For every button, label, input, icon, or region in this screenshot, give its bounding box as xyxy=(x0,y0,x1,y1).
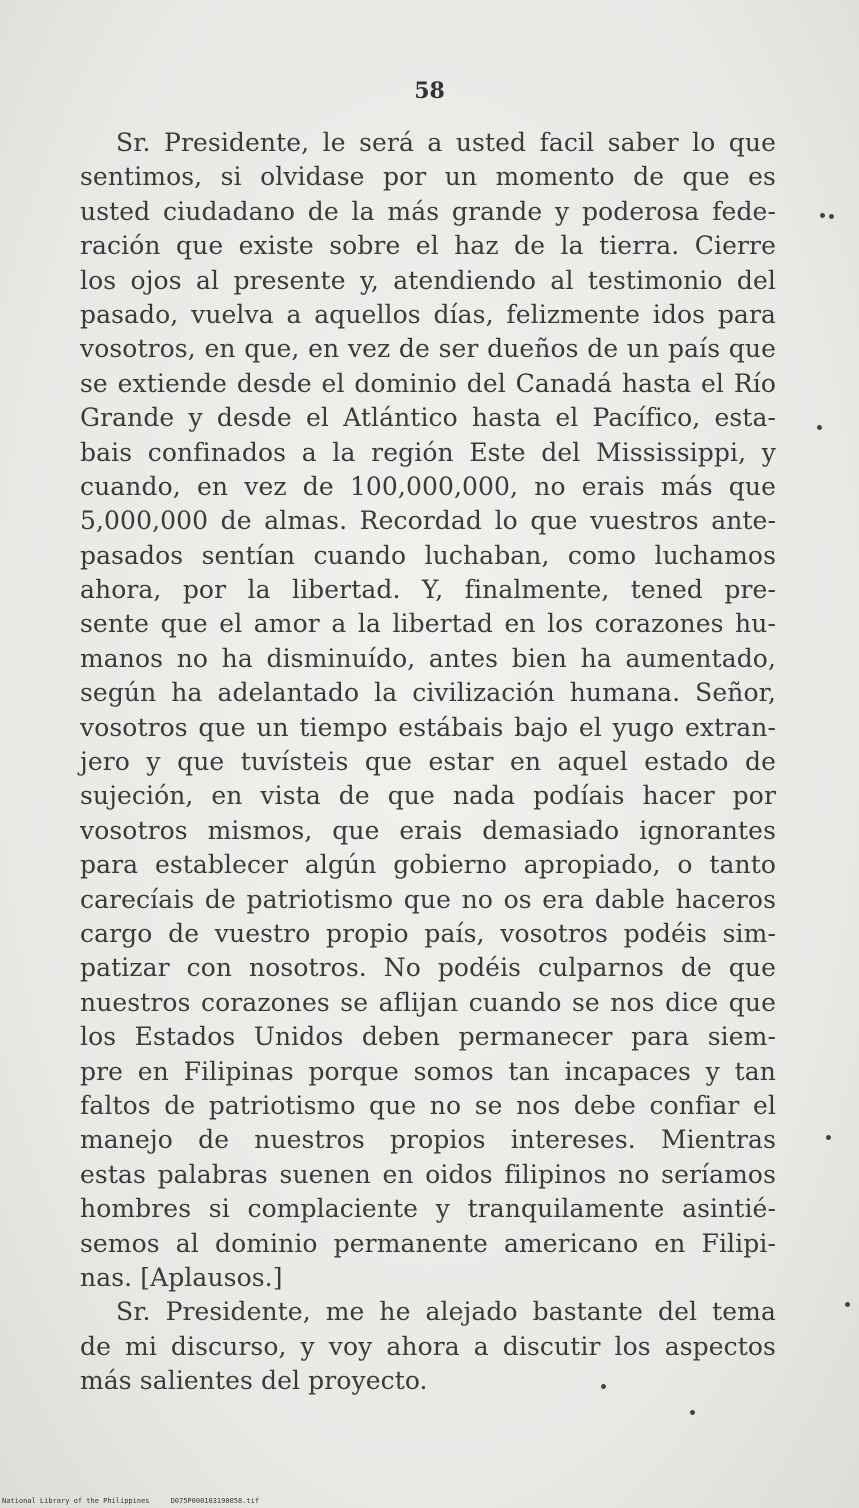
text-line: sente que el amor a la libertad en los corazones hu- xyxy=(80,609,776,639)
text-line: usted ciudadano de la más grande y poderosa fede- xyxy=(80,196,776,226)
text-line: Sr. Presidente, le será a usted facil saber lo que xyxy=(116,128,776,157)
text-line: sujeción, en vista de que nada podíais hacer por xyxy=(80,781,776,811)
scan-speck xyxy=(690,1410,695,1415)
text-line: hombres si complaciente y tranquilamente asintié- xyxy=(80,1194,776,1224)
text-line: manos no ha disminuído, antes bien ha aumentado, xyxy=(80,643,776,673)
text-line: jero y que tuvísteis que estar en aquel estado de xyxy=(80,747,776,777)
text-line: de mi discurso, y voy ahora a discutir los aspectos xyxy=(80,1331,776,1361)
text-line: pasado, vuelva a aquellos días, felizmente idos para xyxy=(80,299,776,329)
text-line: ración que existe sobre el haz de la tierra. Cierre xyxy=(80,231,776,261)
text-line: manejo de nuestros propios intereses. Mientras xyxy=(80,1125,776,1155)
scan-speck xyxy=(601,1384,606,1389)
text-line: vosotros mismos, que erais demasiado ignorantes xyxy=(80,815,776,845)
page-number: 58 xyxy=(414,78,445,104)
text-line: ahora, por la libertad. Y, finalmente, tened pre- xyxy=(80,575,776,605)
text-line: semos al dominio permanente americano en Filipi- xyxy=(80,1228,776,1258)
scan-speck xyxy=(820,213,825,218)
text-line: nas. [Aplausos.] xyxy=(80,1262,283,1292)
text-line: cargo de vuestro propio país, vosotros podéis sim- xyxy=(80,918,776,948)
scan-speck xyxy=(829,214,834,219)
text-line: pre en Filipinas porque somos tan incapaces y tan xyxy=(80,1056,776,1086)
text-line: estas palabras suenen en oidos filipinos no seríamos xyxy=(80,1159,776,1189)
text-line: faltos de patriotismo que no se nos debe confiar el xyxy=(80,1090,776,1120)
scan-speck xyxy=(845,1302,850,1307)
text-line: según ha adelantado la civilización humana. Señor, xyxy=(80,678,776,708)
body-text xyxy=(80,126,776,1398)
text-line: pasados sentían cuando luchaban, como luchamos xyxy=(80,540,776,570)
text-line: patizar con nosotros. No podéis culparnos de que xyxy=(80,953,776,983)
text-line: los Estados Unidos deben permanecer para siem- xyxy=(80,1022,776,1052)
text-line: 5,000,000 de almas. Recordad lo que vuestros ante- xyxy=(80,506,776,536)
text-line: vosotros que un tiempo estábais bajo el yugo extran- xyxy=(80,712,776,742)
text-line: se extiende desde el dominio del Canadá hasta el Río xyxy=(80,368,776,398)
text-line: más salientes del proyecto. xyxy=(80,1366,428,1396)
text-line: cuando, en vez de 100,000,000, no erais más que xyxy=(80,471,776,501)
text-line: vosotros, en que, en vez de ser dueños de un país que xyxy=(80,334,776,364)
text-line: carecíais de patriotismo que no os era dable haceros xyxy=(80,884,776,914)
scan-footer: National Library of the Philippines D075P000103190058.tif xyxy=(2,1497,260,1505)
text-line: para establecer algún gobierno apropiado, o tanto xyxy=(80,850,776,880)
scan-speck xyxy=(826,1135,831,1140)
text-line: bais confinados a la región Este del Mississippi, y xyxy=(80,437,776,467)
text-line: los ojos al presente y, atendiendo al testimonio del xyxy=(80,265,776,295)
scan-speck xyxy=(817,425,822,430)
text-line: Sr. Presidente, me he alejado bastante del tema xyxy=(116,1297,776,1327)
text-line: nuestros corazones se aflijan cuando se nos dice que xyxy=(80,987,776,1017)
text-line: sentimos, si olvidase por un momento de que es xyxy=(80,162,776,192)
text-line: Grande y desde el Atlántico hasta el Pacífico, esta- xyxy=(80,403,776,433)
